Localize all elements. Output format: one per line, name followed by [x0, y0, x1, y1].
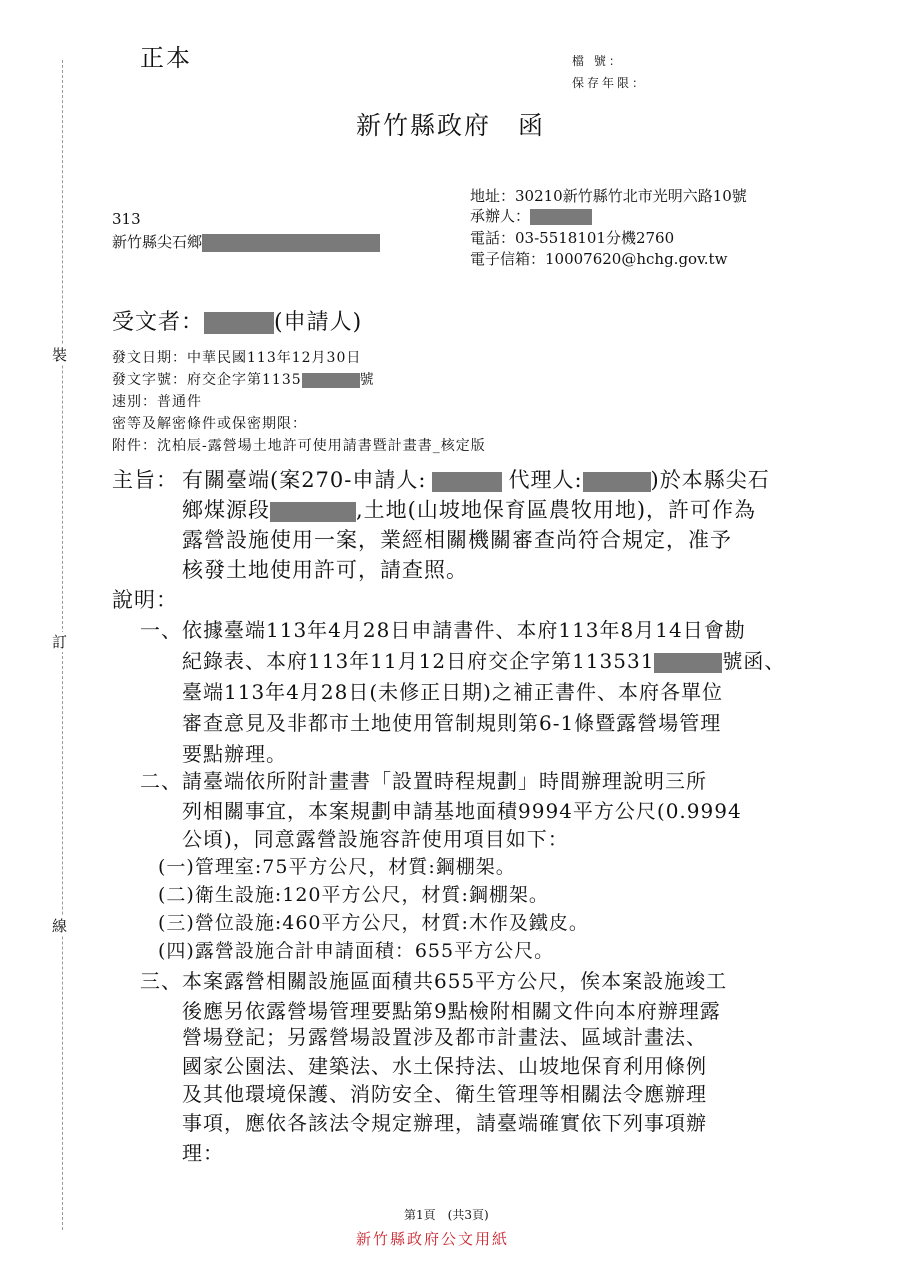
item-2-sub-4: (四)露營設施合計申請面積：655平方公尺。 [158, 940, 555, 962]
postal-code: 313 [112, 210, 141, 228]
item-1-text: 紀錄表、本府113年11月12日府交企字第113531 [182, 649, 655, 673]
subject-text: ,土地(山坡地保育區農牧用地)，許可作為 [356, 498, 757, 522]
subject-line-3: 露營設施使用一案，業經相關機關審查尚符合規定，准予 [182, 528, 732, 552]
handler-label: 承辦人： [470, 207, 531, 225]
item-2-sub-2: (二)衛生設施:120平方公尺，材質:鋼棚架。 [158, 884, 549, 906]
recipient-suffix: (申請人) [274, 310, 363, 335]
item-1-line-1: 依據臺端113年4月28日申請書件、本府113年8月14日會勘 [182, 618, 746, 642]
page-number: 第1頁 (共3頁) [404, 1208, 489, 1222]
redacted-recipient [204, 312, 274, 334]
document-title: 新竹縣政府 函 [356, 111, 546, 140]
archive-number-label: 檔 號： [572, 54, 624, 68]
phone: 電話：03-5518101分機2760 [470, 229, 675, 247]
item-1-text: 號函、 [722, 649, 786, 673]
redacted-ref-number [654, 653, 722, 673]
item-2-line-2: 列相關事宜，本案規劃申請基地面積9994平方公尺(0.9994 [182, 799, 742, 823]
subject-line-2 [182, 494, 756, 524]
item-3-line-7: 理： [182, 1141, 224, 1165]
office-address: 地址：30210新竹縣竹北市光明六路10號 [470, 187, 747, 205]
subject-text: 有關臺端(案270-申請人: [182, 468, 427, 492]
redacted-applicant [432, 472, 502, 492]
item-3-number: 三、 [140, 969, 182, 993]
item-3-line-4: 國家公園法、建築法、水土保持法、山坡地保育利用條例 [182, 1054, 707, 1078]
binding-mark-zhuang: 裝 [52, 346, 68, 364]
binding-mark-xian: 線 [52, 917, 68, 935]
item-1-line-4: 審查意見及非都市土地使用管制規則第6-1條暨露營場管理 [182, 711, 722, 735]
item-1-line-3: 臺端113年4月28日(未修正日期)之補正書件、本府各單位 [182, 680, 723, 704]
speed-class: 速別：普通件 [112, 394, 202, 410]
redacted-address [202, 234, 380, 252]
recipient-address-text: 新竹縣尖石鄉 [112, 233, 203, 251]
redacted-handler [530, 209, 592, 225]
item-2-sub-3: (三)營位設施:460平方公尺，材質:木作及鐵皮。 [158, 912, 589, 934]
item-2-line-3: 公頃)，同意露營設施容許使用項目如下： [182, 827, 569, 851]
subject-line-1 [182, 464, 770, 494]
redacted-number [302, 373, 360, 388]
item-1-line-5: 要點辦理。 [182, 742, 287, 766]
redacted-agent [583, 472, 651, 492]
item-3-line-5: 及其他環境保護、消防安全、衛生管理等相關法令應辦理 [182, 1082, 707, 1106]
subject-text: 鄉煤源段 [182, 498, 270, 522]
item-1-line-2 [182, 645, 785, 674]
secrecy-level: 密等及解密條件或保密期限： [112, 416, 307, 432]
issue-date: 發文日期：中華民國113年12月30日 [112, 350, 362, 366]
document-number [112, 369, 375, 389]
recipient [112, 305, 362, 336]
subject-text: 代理人: [508, 468, 583, 492]
document-number-prefix: 發文字號：府交企字第1135 [112, 372, 302, 388]
item-3-line-1: 本案露營相關設施區面積共655平方公尺，俟本案設施竣工 [182, 969, 728, 993]
subject-line-4: 核發土地使用許可，請查照。 [182, 558, 468, 582]
item-3-line-2: 後應另依露營場管理要點第9點檢附相關文件向本府辦理露 [182, 999, 721, 1023]
item-3-line-3: 營場登記；另露營場設置涉及都市計畫法、區域計畫法、 [182, 1025, 707, 1049]
official-paper-mark: 新竹縣政府公文用紙 [356, 1230, 510, 1248]
item-2-line-1: 請臺端依所附計畫書「設置時程規劃」時間辦理說明三所 [182, 769, 707, 793]
email: 電子信箱：10007620@hchg.gov.tw [470, 250, 728, 268]
handler-line [470, 205, 592, 226]
recipient-label: 受文者： [112, 310, 205, 335]
retention-label: 保存年限： [572, 76, 648, 90]
copy-mark: 正本 [140, 44, 192, 72]
item-2-number: 二、 [140, 769, 182, 793]
item-2-sub-1: (一)管理室:75平方公尺，材質:鋼棚架。 [158, 856, 516, 878]
redacted-parcel [270, 502, 356, 522]
binding-mark-ding: 訂 [52, 633, 68, 651]
subject-text: )於本縣尖石 [650, 468, 770, 492]
recipient-address [112, 231, 380, 252]
subject-label: 主旨： [112, 468, 178, 492]
item-1-number: 一、 [140, 618, 182, 642]
explanation-label: 說明： [112, 588, 178, 612]
document-number-suffix: 號 [359, 372, 375, 388]
attachment: 附件：沈柏辰-露營場土地許可使用請書暨計畫書_核定版 [112, 438, 486, 454]
item-3-line-6: 事項，應依各該法令規定辦理，請臺端確實依下列事項辦 [182, 1111, 707, 1135]
